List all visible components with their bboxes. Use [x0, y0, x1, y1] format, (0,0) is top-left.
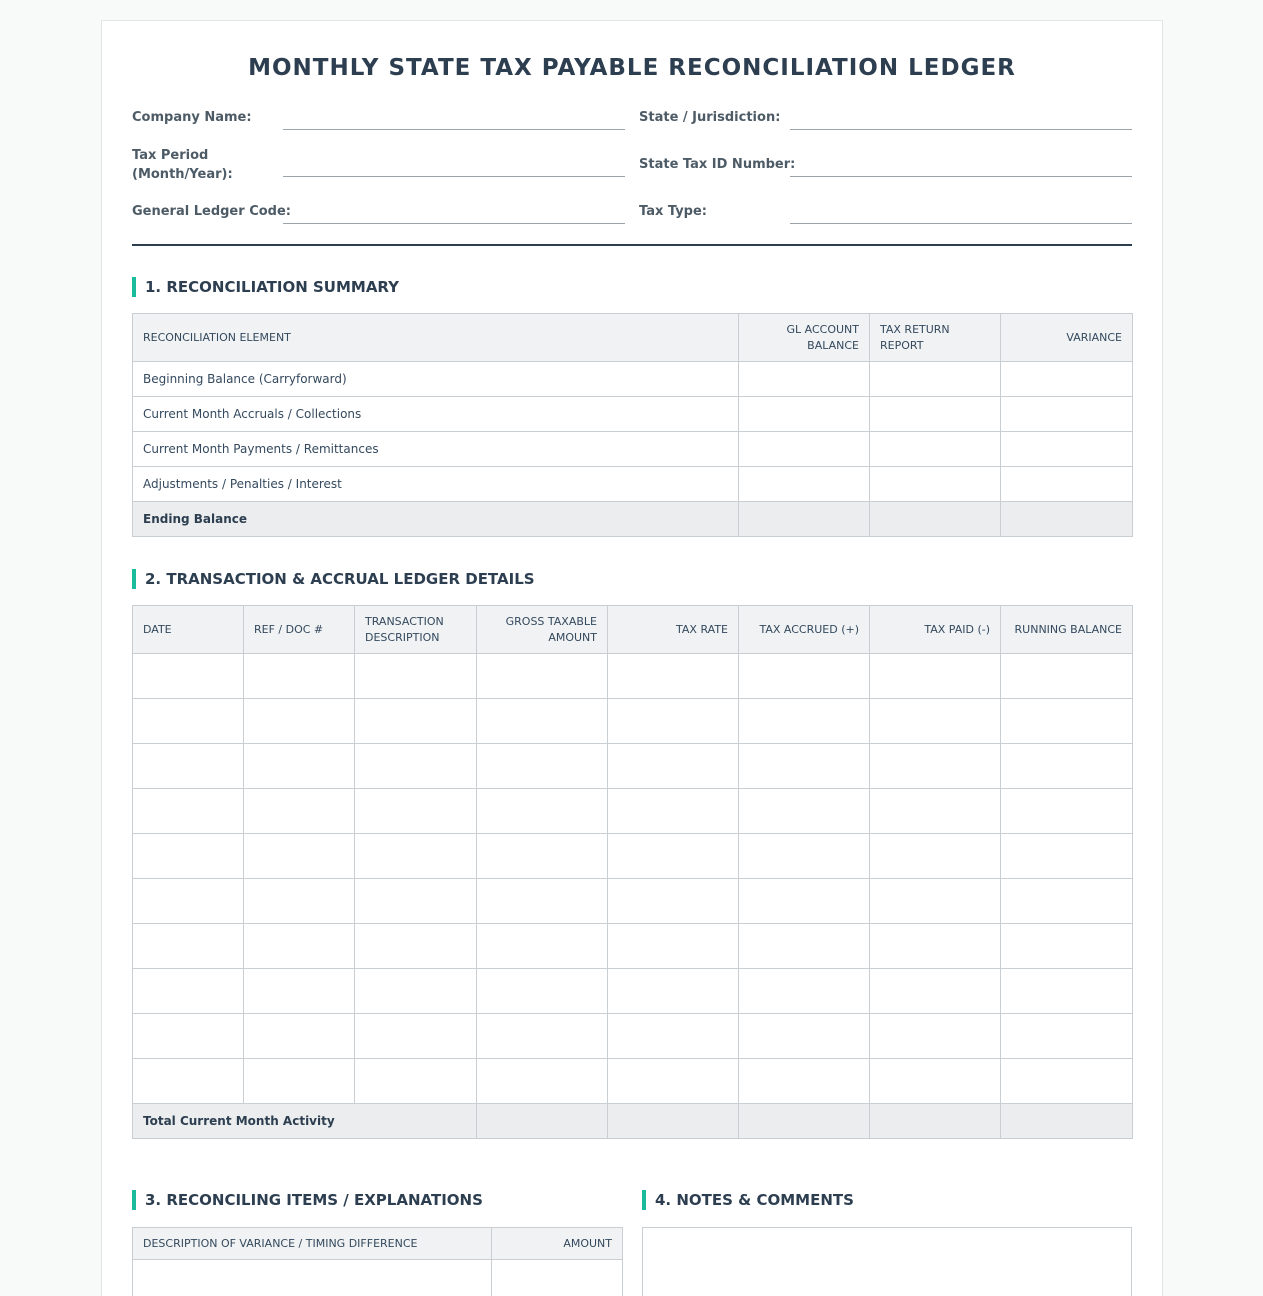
ledger-cell[interactable]	[355, 1059, 477, 1104]
ledger-cell[interactable]	[608, 654, 739, 699]
ledger-header-row	[133, 606, 1133, 654]
ledger-document	[101, 20, 1163, 1296]
summary-row-label: Current Month Accruals / Collections	[133, 397, 739, 432]
ledger-row	[133, 1014, 1133, 1059]
ledger-cell[interactable]	[739, 969, 870, 1014]
ledger-row	[133, 1059, 1133, 1104]
reconciling-header-row	[133, 1228, 623, 1260]
summary-cell[interactable]	[739, 432, 870, 467]
col-reconciliation-element: RECONCILIATION ELEMENT	[133, 314, 739, 362]
ledger-cell[interactable]	[739, 1014, 870, 1059]
ending-balance-label: Ending Balance	[133, 502, 739, 537]
ledger-cell[interactable]	[870, 1014, 1001, 1059]
summary-cell[interactable]	[870, 432, 1001, 467]
summary-header-row	[133, 314, 1133, 362]
ledger-cell[interactable]	[133, 789, 244, 834]
company-name-field[interactable]	[283, 129, 625, 130]
section-2-title: 2. TRANSACTION & ACCRUAL LEDGER DETAILS	[132, 569, 535, 589]
ledger-total-cell[interactable]	[477, 1104, 608, 1139]
summary-row-label: Beginning Balance (Carryforward)	[133, 362, 739, 397]
ledger-cell[interactable]	[355, 834, 477, 879]
reconciling-description-cell[interactable]	[133, 1260, 492, 1296]
state-jurisdiction-label: State / Jurisdiction:	[639, 110, 781, 125]
ledger-cell[interactable]	[244, 834, 355, 879]
reconciling-items-table	[132, 1227, 623, 1296]
gl-code-label: General Ledger Code:	[132, 204, 291, 219]
ledger-cell[interactable]	[739, 699, 870, 744]
ledger-cell[interactable]	[477, 744, 608, 789]
ledger-body	[133, 654, 1133, 1139]
section-1-title: 1. RECONCILIATION SUMMARY	[132, 277, 399, 297]
ledger-cell[interactable]	[1001, 699, 1133, 744]
tax-type-field[interactable]	[790, 223, 1132, 224]
ledger-cell[interactable]	[355, 654, 477, 699]
ledger-cell[interactable]	[477, 1059, 608, 1104]
summary-cell[interactable]	[739, 467, 870, 502]
ledger-cell[interactable]	[608, 1059, 739, 1104]
reconciling-amount-cell[interactable]	[492, 1260, 623, 1296]
ledger-cell[interactable]	[1001, 789, 1133, 834]
tax-type-label: Tax Type:	[639, 204, 707, 219]
ledger-cell[interactable]	[1001, 834, 1133, 879]
col-amount: AMOUNT	[492, 1228, 623, 1260]
ledger-cell[interactable]	[1001, 744, 1133, 789]
ledger-cell[interactable]	[870, 924, 1001, 969]
ledger-cell[interactable]	[1001, 969, 1133, 1014]
col-variance-description: DESCRIPTION OF VARIANCE / TIMING DIFFERENCE	[133, 1228, 492, 1260]
ledger-cell[interactable]	[1001, 654, 1133, 699]
col-running-balance: RUNNING BALANCE	[1001, 606, 1133, 654]
ledger-cell[interactable]	[355, 924, 477, 969]
ledger-cell[interactable]	[477, 789, 608, 834]
tax-period-label	[132, 146, 233, 184]
ledger-cell[interactable]	[244, 924, 355, 969]
ledger-cell[interactable]	[608, 1014, 739, 1059]
ledger-cell[interactable]	[870, 1059, 1001, 1104]
ledger-cell[interactable]	[739, 879, 870, 924]
col-tax-rate: TAX RATE	[608, 606, 739, 654]
ledger-cell[interactable]	[477, 924, 608, 969]
ledger-cell[interactable]	[477, 834, 608, 879]
ledger-cell[interactable]	[355, 1014, 477, 1059]
ledger-cell[interactable]	[133, 744, 244, 789]
tax-period-label-line2: (Month/Year):	[132, 167, 233, 182]
ledger-row	[133, 969, 1133, 1014]
col-gl-account-balance: GL ACCOUNT BALANCE	[739, 314, 870, 362]
summary-row-label: Current Month Payments / Remittances	[133, 432, 739, 467]
gl-code-field[interactable]	[283, 223, 625, 224]
summary-total-cell[interactable]	[870, 502, 1001, 537]
summary-row	[133, 467, 1133, 502]
ledger-total-cell[interactable]	[608, 1104, 739, 1139]
state-tax-id-field[interactable]	[790, 176, 1132, 177]
summary-cell[interactable]	[870, 362, 1001, 397]
ledger-cell[interactable]	[355, 879, 477, 924]
ledger-cell[interactable]	[870, 834, 1001, 879]
ledger-row	[133, 654, 1133, 699]
summary-cell[interactable]	[1001, 432, 1133, 467]
ledger-cell[interactable]	[133, 654, 244, 699]
ledger-cell[interactable]	[739, 654, 870, 699]
ledger-cell[interactable]	[355, 789, 477, 834]
ledger-cell[interactable]	[133, 1014, 244, 1059]
ledger-cell[interactable]	[608, 699, 739, 744]
ledger-cell[interactable]	[870, 654, 1001, 699]
summary-row	[133, 362, 1133, 397]
col-gross-taxable-amount: GROSS TAXABLE AMOUNT	[477, 606, 608, 654]
notes-comments-box[interactable]	[642, 1227, 1132, 1296]
ledger-cell[interactable]	[355, 699, 477, 744]
ledger-cell[interactable]	[608, 969, 739, 1014]
ledger-total-cell[interactable]	[1001, 1104, 1133, 1139]
ledger-cell[interactable]	[244, 654, 355, 699]
ledger-cell[interactable]	[133, 1059, 244, 1104]
ledger-cell[interactable]	[870, 789, 1001, 834]
ledger-cell[interactable]	[870, 699, 1001, 744]
ledger-cell[interactable]	[739, 789, 870, 834]
ledger-cell[interactable]	[608, 924, 739, 969]
section-3-title: 3. RECONCILING ITEMS / EXPLANATIONS	[132, 1190, 483, 1210]
ledger-cell[interactable]	[608, 789, 739, 834]
ledger-row	[133, 699, 1133, 744]
summary-total-cell[interactable]	[1001, 502, 1133, 537]
ledger-cell[interactable]	[870, 969, 1001, 1014]
ledger-total-cell[interactable]	[870, 1104, 1001, 1139]
ledger-cell[interactable]	[870, 879, 1001, 924]
ledger-cell[interactable]	[244, 744, 355, 789]
ledger-cell[interactable]	[133, 699, 244, 744]
col-date: DATE	[133, 606, 244, 654]
ledger-cell[interactable]	[739, 1059, 870, 1104]
ledger-cell[interactable]	[133, 834, 244, 879]
ledger-cell[interactable]	[739, 834, 870, 879]
state-tax-id-label: State Tax ID Number:	[639, 157, 796, 172]
ledger-cell[interactable]	[608, 744, 739, 789]
summary-cell[interactable]	[1001, 362, 1133, 397]
ledger-cell[interactable]	[477, 699, 608, 744]
ledger-row	[133, 834, 1133, 879]
ledger-cell[interactable]	[244, 879, 355, 924]
header-divider	[132, 244, 1132, 246]
ledger-cell[interactable]	[1001, 1059, 1133, 1104]
ledger-cell[interactable]	[133, 924, 244, 969]
col-tax-accrued: TAX ACCRUED (+)	[739, 606, 870, 654]
ledger-cell[interactable]	[244, 1014, 355, 1059]
ledger-cell[interactable]	[133, 879, 244, 924]
summary-cell[interactable]	[1001, 397, 1133, 432]
ledger-cell[interactable]	[477, 654, 608, 699]
ledger-cell[interactable]	[355, 744, 477, 789]
ledger-cell[interactable]	[739, 924, 870, 969]
ledger-cell[interactable]	[244, 699, 355, 744]
summary-row-label: Adjustments / Penalties / Interest	[133, 467, 739, 502]
tax-period-label-line1: Tax Period	[132, 148, 209, 163]
ledger-row	[133, 744, 1133, 789]
ledger-cell[interactable]	[1001, 879, 1133, 924]
transaction-ledger-table	[132, 605, 1133, 1139]
summary-total-row	[133, 502, 1133, 537]
reconciliation-summary-table	[132, 313, 1133, 537]
reconciling-row	[133, 1260, 623, 1296]
ledger-cell[interactable]	[355, 969, 477, 1014]
ledger-cell[interactable]	[477, 1014, 608, 1059]
ledger-cell[interactable]	[608, 879, 739, 924]
ledger-row	[133, 789, 1133, 834]
col-variance: VARIANCE	[1001, 314, 1133, 362]
ledger-cell[interactable]	[477, 879, 608, 924]
col-transaction-description: TRANSACTION DESCRIPTION	[355, 606, 477, 654]
summary-cell[interactable]	[739, 362, 870, 397]
summary-row	[133, 432, 1133, 467]
ledger-cell[interactable]	[244, 969, 355, 1014]
col-ref-doc: REF / DOC #	[244, 606, 355, 654]
section-4-title: 4. NOTES & COMMENTS	[642, 1190, 854, 1210]
state-jurisdiction-field[interactable]	[790, 129, 1132, 130]
summary-cell[interactable]	[1001, 467, 1133, 502]
ledger-row	[133, 924, 1133, 969]
ledger-cell[interactable]	[244, 1059, 355, 1104]
ledger-cell[interactable]	[608, 834, 739, 879]
ledger-total-row	[133, 1104, 1133, 1139]
total-activity-label: Total Current Month Activity	[133, 1104, 477, 1139]
ledger-cell[interactable]	[1001, 1014, 1133, 1059]
ledger-cell[interactable]	[739, 744, 870, 789]
tax-period-field[interactable]	[283, 176, 625, 177]
ledger-cell[interactable]	[477, 969, 608, 1014]
summary-row	[133, 397, 1133, 432]
company-name-label: Company Name:	[132, 110, 252, 125]
col-tax-return-report: TAX RETURN REPORT	[870, 314, 1001, 362]
ledger-cell[interactable]	[870, 744, 1001, 789]
ledger-total-cell[interactable]	[739, 1104, 870, 1139]
summary-cell[interactable]	[739, 397, 870, 432]
col-tax-paid: TAX PAID (-)	[870, 606, 1001, 654]
summary-total-cell[interactable]	[739, 502, 870, 537]
ledger-cell[interactable]	[244, 789, 355, 834]
summary-cell[interactable]	[870, 467, 1001, 502]
ledger-cell[interactable]	[133, 969, 244, 1014]
ledger-cell[interactable]	[1001, 924, 1133, 969]
ledger-row	[133, 879, 1133, 924]
document-title: MONTHLY STATE TAX PAYABLE RECONCILIATION LEDGER	[248, 55, 1016, 81]
summary-cell[interactable]	[870, 397, 1001, 432]
